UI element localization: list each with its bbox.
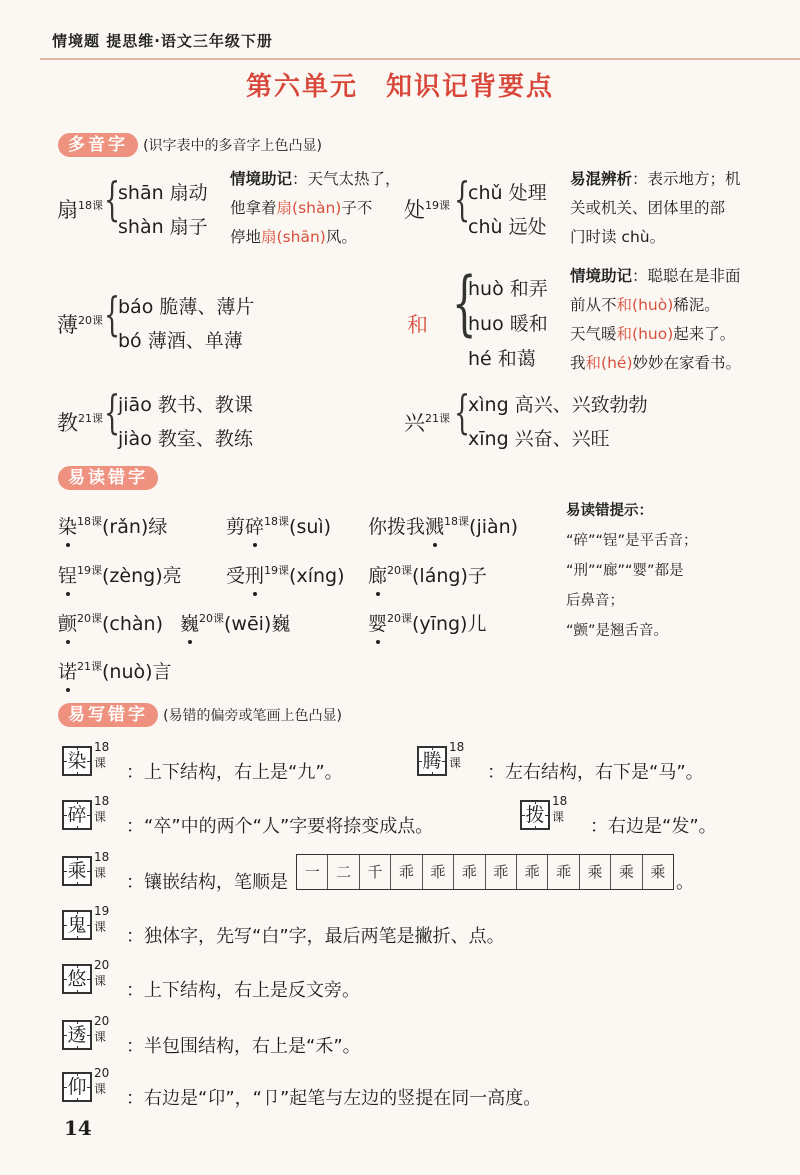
entry-char-jiao: 教$^{21课}$ [57,411,103,435]
reading-he-3: hé 和蔼 [468,348,536,370]
misread-word-8: 巍$^{20课}$(wēi)巍 [180,612,291,635]
char-grid-box: 碎 [62,800,92,830]
char-grid-box: 染 [62,746,92,776]
reading-bao-2: bó 薄酒、单薄 [118,330,243,352]
misread-word-4: 锃$^{19课}$(zèng)亮 [58,564,182,587]
hint-shan: 情境助记：天气太热了， 他拿着扇(shàn)子不 停地扇(shān)风。 [230,170,401,246]
brace-xing: { [454,385,471,439]
entry-char-chu: 处$^{19课}$ [404,198,450,222]
misread-word-1: 染$^{18课}$(rǎn)绿 [58,515,168,538]
reading-xing-1: xìng 高兴、兴致勃勃 [468,394,648,416]
section-misread-header [58,463,158,488]
misread-word-2: 剪碎$^{18课}$(suì) [226,515,332,538]
misread-word-3: 你拨我溅$^{18课}$(jiàn) [368,515,519,538]
hint-he: 情境助记：聪聪在是非面 前从不和(huò)稀泥。 天气暖和(huo)起来了。 我和(hé)妙妙在家看书。 [570,267,742,372]
misread-word-10: 诺$^{21课}$(nuò)言 [58,660,172,683]
entry-char-shan: 扇$^{18课}$ [57,198,103,222]
reading-shan-2: shàn 扇子 [118,216,208,238]
brace-jiao: { [104,385,121,439]
misread-word-5: 受刑$^{19课}$(xíng) [226,564,345,587]
book-series-title: 情境题 提思维·语文三年级下册 [52,32,273,50]
char-grid-box: 腾 [417,746,447,776]
page-title: 第六单元 知识记背要点 [245,72,554,102]
char-grid-box: 乘 [62,856,92,886]
reading-chu-2: chù 远处 [468,216,547,238]
section-note: (识字表中的多音字上色凸显) [143,138,323,154]
brace-chu: { [454,172,471,226]
section-badge-misread: 易读错字 [58,466,158,490]
section-miswrite-header [58,700,342,725]
reading-he-1: huò 和弄 [468,278,548,300]
char-grid-box: 拨 [520,800,550,830]
entry-char-bao: 薄$^{20课}$ [57,313,103,337]
misread-word-7: 颤$^{20课}$(chàn) [58,612,164,635]
brace-he: { [452,262,477,344]
section-polyphonic-header [58,130,322,155]
entry-char-he: 和 [407,313,428,337]
misread-word-6: 廊$^{20课}$(láng)子 [368,564,487,587]
brace-bao: { [104,287,121,341]
section-badge-polyphonic: 多音字 [58,133,138,157]
stroke-order-strip: 一 二 千 乖 乖 乖 乖 乖 乖 乘 乘 乘 [296,854,674,890]
page-number: 14 [64,1116,92,1140]
hint-chu: 易混辨析：表示地方；机 关或机关、团体里的部 门时读 chù。 [570,170,741,246]
misread-word-9: 婴$^{20课}$(yīng)儿 [368,612,487,635]
misread-hint: 易读错提示： “碎”“锃”是平舌音； “刑”“廊”“婴”都是 后鼻音； “颤”是翘舌音。 [566,503,698,639]
brace-shan: { [104,172,121,226]
char-grid-box: 透 [62,1020,92,1050]
char-grid-box: 鬼 [62,910,92,940]
reading-shan-1: shān 扇动 [118,182,208,204]
reading-he-2: huo 暖和 [468,313,548,335]
char-grid-box: 悠 [62,964,92,994]
reading-jiao-2: jiào 教室、教练 [118,428,253,450]
header-divider [40,58,800,60]
section-badge-miswrite: 易写错字 [58,703,158,727]
reading-bao-1: báo 脆薄、薄片 [118,296,255,318]
entry-char-xing: 兴$^{21课}$ [404,411,450,435]
char-grid-box: 仰 [62,1072,92,1102]
reading-jiao-1: jiāo 教书、教课 [118,394,253,416]
section-note: (易错的偏旁或笔画上色凸显) [163,708,343,724]
reading-chu-1: chǔ 处理 [468,182,547,204]
reading-xing-2: xīng 兴奋、兴旺 [468,428,610,450]
